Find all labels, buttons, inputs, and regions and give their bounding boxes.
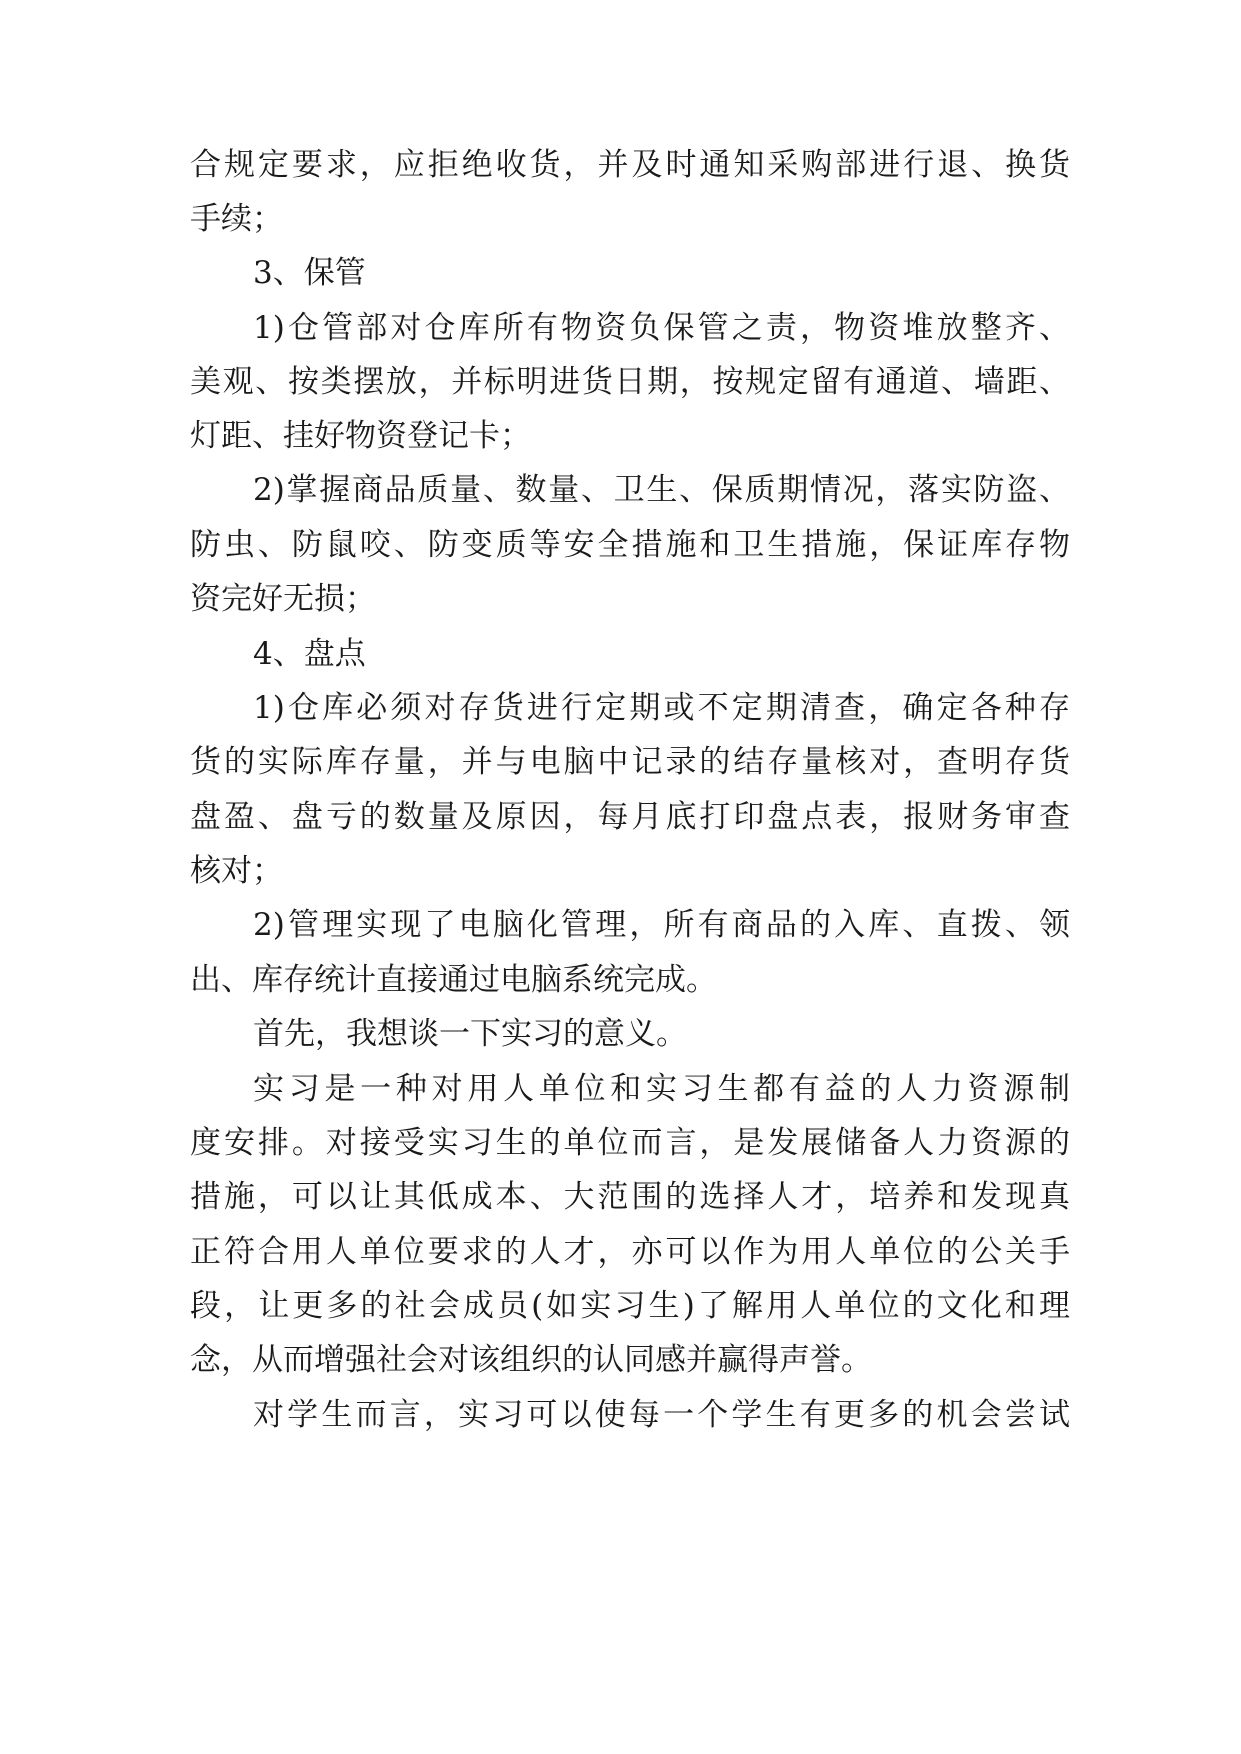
text-line: 资完好无损；	[190, 581, 376, 617]
text-line: 核对；	[190, 853, 283, 889]
text-line: 合规定要求，应拒绝收货，并及时通知采购部进行退、换货	[190, 147, 1070, 183]
text-line: 念，从而增强社会对该组织的认同感并赢得声誉。	[190, 1342, 872, 1378]
text-line: 对学生而言，实习可以使每一个学生有更多的机会尝试	[253, 1397, 1070, 1433]
text-line: 防虫、防鼠咬、防变质等安全措施和卫生措施，保证库存物	[190, 527, 1070, 563]
text-line: 首先，我想谈一下实习的意义。	[253, 1016, 687, 1052]
text-line: 度安排。对接受实习生的单位而言，是发展储备人力资源的	[190, 1125, 1070, 1161]
text-line: 盘盈、盘亏的数量及原因，每月底打印盘点表，报财务审查	[190, 799, 1070, 835]
text-line: 手续；	[190, 201, 283, 237]
text-line: 1)仓库必须对存货进行定期或不定期清查，确定各种存	[253, 690, 1070, 726]
text-line: 正符合用人单位要求的人才，亦可以作为用人单位的公关手	[190, 1234, 1070, 1270]
text-line: 措施，可以让其低成本、大范围的选择人才，培养和发现真	[190, 1179, 1070, 1215]
text-line: 实习是一种对用人单位和实习生都有益的人力资源制	[253, 1071, 1070, 1107]
text-line: 2)管理实现了电脑化管理，所有商品的入库、直拨、领	[253, 907, 1070, 943]
text-line: 货的实际库存量，并与电脑中记录的结存量核对，查明存货	[190, 744, 1070, 780]
text-line: 2)掌握商品质量、数量、卫生、保质期情况，落实防盗、	[253, 472, 1070, 508]
text-line: 灯距、挂好物资登记卡；	[190, 418, 531, 454]
text-line: 1)仓管部对仓库所有物资负保管之责，物资堆放整齐、	[253, 310, 1070, 346]
text-line: 出、库存统计直接通过电脑系统完成。	[190, 962, 717, 998]
text-line: 美观、按类摆放，并标明进货日期，按规定留有通道、墙距、	[190, 364, 1070, 400]
section-heading: 4、盘点	[253, 636, 366, 672]
section-heading: 3、保管	[253, 255, 366, 291]
text-line: 段，让更多的社会成员(如实习生)了解用人单位的文化和理	[190, 1288, 1070, 1324]
